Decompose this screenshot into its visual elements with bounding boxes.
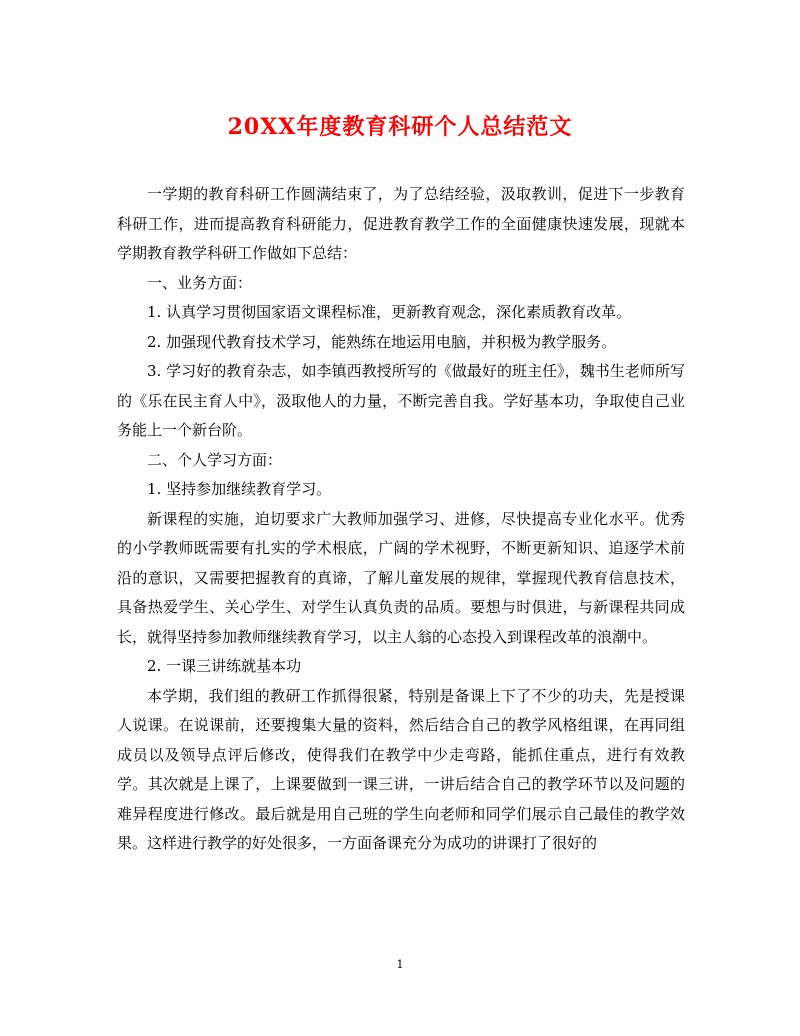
section-heading-personal-study: 二、个人学习方面： bbox=[147, 450, 283, 469]
list-item: 2. 加强现代教育技术学习，能熟练在地运用电脑，并积极为教学服务。 bbox=[147, 332, 617, 351]
body-paragraph: 本学期，我们组的教研工作抓得很紧，特别是备课上下了不少的功夫，先是授课人说课。在说课前，还要搜集大量的资料，然后结合自己的教学风格组课，在再同组成员以及领导点评后修改，使得我们在教学中少走弯路，能抓住重点，进行有效教学。其次就是上课了，上课要做到一课三讲，一讲后结合自己的教学环节以及问题的难异程度进行修改。最后就是用自己班的学生向老师和同学们展示自己最佳的教学效果。这样进行教学的好处很多，一方面备课充分为成功的讲课打了很好的 bbox=[117, 686, 685, 852]
page-number: 1 bbox=[396, 958, 404, 971]
list-item: 1. 坚持参加继续教育学习。 bbox=[147, 480, 332, 498]
document-title: 20XX年度教育科研个人总结范文 bbox=[227, 114, 573, 140]
intro-paragraph: 一学期的教育科研工作圆满结束了，为了总结经验，汲取教训，促进下一步教育科研工作，进而提高教育科研能力，促进教育教学工作的全面健康快速发展，现就本学期教育教学科研工作做如下总结： bbox=[117, 185, 685, 262]
section-heading-business: 一、业务方面： bbox=[147, 273, 253, 292]
body-paragraph: 新课程的实施，迫切要求广大教师加强学习、进修，尽快提高专业化水平。优秀的小学教师既需要有扎实的学术根底，广阔的学术视野，不断更新知识、追逐学术前沿的意识，又需要把握教育的真谛，了解儿童发展的规律，掌握现代教育信息技术，具备热爱学生、关心学生、对学生认真负责的品质。要想与时俱进，与新课程共同成长，就得坚持参加教师继续教育学习，以主人翁的心态投入到课程改革的浪潮中。 bbox=[117, 509, 685, 646]
list-item: 2. 一课三讲练就基本功 bbox=[147, 657, 302, 675]
document-body bbox=[117, 180, 685, 859]
list-item: 1. 认真学习贯彻国家语文课程标准，更新教育观念，深化素质教育改革。 bbox=[147, 303, 632, 321]
list-item: 3. 学习好的教育杂志，如李镇西教授所写的《做最好的班主任》，魏书生老师所写的《乐在民主育人中》，汲取他人的力量，不断完善自我。学好基本功，争取使自己业务能上一个新台阶。 bbox=[117, 362, 685, 439]
